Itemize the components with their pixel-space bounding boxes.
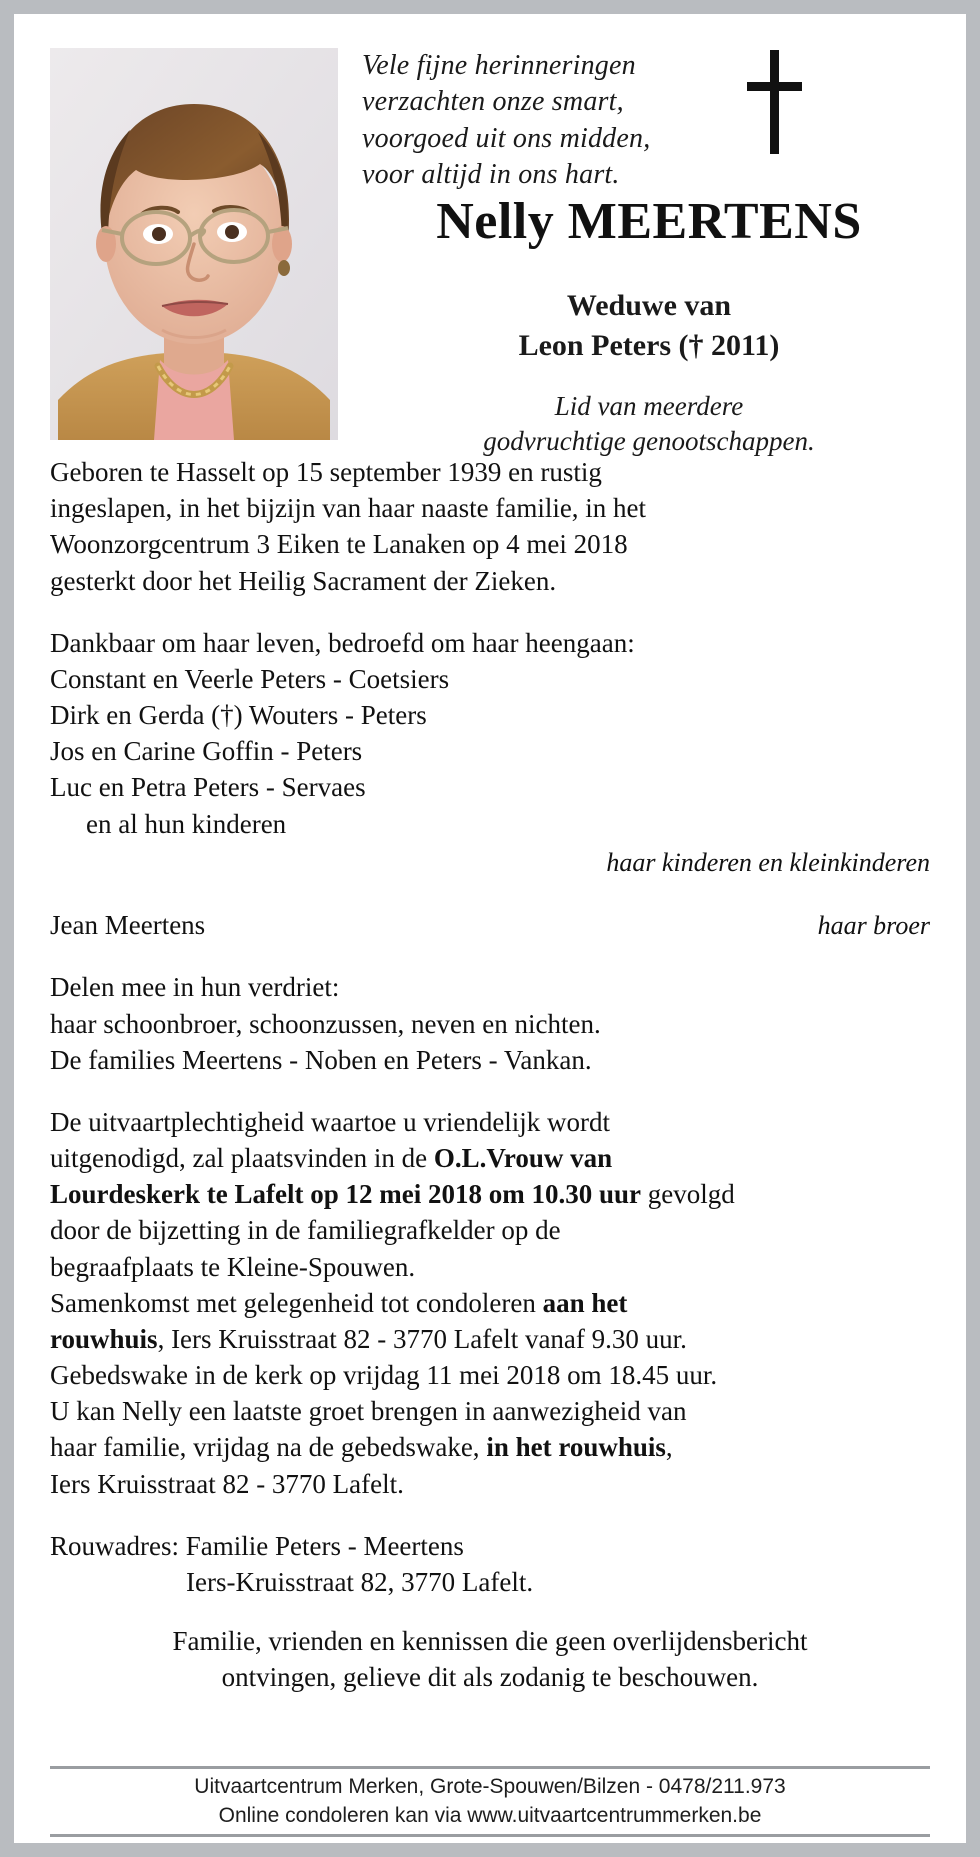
ceremony-line-3-text: gevolgd bbox=[640, 1179, 735, 1210]
brother-name: Jean Meertens bbox=[50, 909, 206, 940]
membership-note bbox=[344, 389, 954, 459]
funeral-home-info bbox=[50, 1773, 930, 1830]
footer-top-divider bbox=[50, 1766, 930, 1769]
funeral-home-line-1: Uitvaartcentrum Merken, Grote-Spouwen/Bilzen - 0478/211.973 bbox=[194, 1775, 786, 1799]
brother-relation: haar broer bbox=[817, 910, 930, 940]
widow-label: Weduwe van bbox=[566, 289, 732, 322]
closing-line-2: ontvingen, gelieve dit als zodanig te beschouwen. bbox=[221, 1661, 759, 1692]
condolences-line-1: Delen mee in hun verdriet: bbox=[50, 972, 340, 1003]
ceremony-line-7 bbox=[50, 1321, 930, 1357]
ceremony-line-8: Gebedswake in de kerk op vrijdag 11 mei 2018 om 18.45 uur. bbox=[50, 1360, 718, 1391]
family-member: Luc en Petra Peters - Servaes bbox=[50, 772, 366, 803]
verse-line-1: Vele fijne herinneringen bbox=[362, 50, 636, 81]
life-line-4: gesterkt door het Heilig Sacrament der Zieken. bbox=[50, 565, 557, 596]
family-member: Jos en Carine Goffin - Peters bbox=[50, 736, 363, 767]
family-attribution: haar kinderen en kleinkinderen bbox=[606, 847, 930, 877]
ceremony-line-1: De uitvaartplechtigheid waartoe u vriendelijk wordt bbox=[50, 1106, 611, 1137]
portrait-photo bbox=[50, 48, 338, 440]
ceremony-paragraph bbox=[50, 1104, 930, 1502]
closing-line-1: Familie, vrienden en kennissen die geen overlijdensbericht bbox=[172, 1626, 808, 1657]
life-line-3: Woonzorgcentrum 3 Eiken te Lanaken op 4 mei 2018 bbox=[50, 529, 628, 560]
card-body bbox=[14, 454, 966, 1695]
condolences-line-3: De families Meertens - Noben en Peters - Vankan. bbox=[50, 1044, 592, 1075]
memorial-card-inner bbox=[14, 14, 966, 1843]
mourning-address-block bbox=[50, 1528, 930, 1600]
widow-of-block bbox=[344, 286, 954, 365]
ceremony-line-2 bbox=[50, 1140, 930, 1176]
ceremony-line-10-text: haar familie, vrijdag na de gebedswake, bbox=[50, 1432, 487, 1463]
family-grandchildren-line: en al hun kinderen bbox=[86, 808, 287, 839]
ceremony-line-5: begraafplaats te Kleine-Spouwen. bbox=[50, 1251, 416, 1282]
family-member: Dirk en Gerda (†) Wouters - Peters bbox=[50, 700, 427, 731]
life-line-2: ingeslapen, in het bijzijn van haar naaste familie, in het bbox=[50, 493, 647, 524]
christian-cross-icon bbox=[739, 50, 809, 160]
card-header bbox=[14, 14, 966, 457]
life-line-1: Geboren te Hasselt op 15 september 1939 en rustig bbox=[50, 457, 602, 487]
ceremony-line-2-text: uitgenodigd, zal plaatsvinden in de bbox=[50, 1143, 434, 1174]
verse-line-4: voor altijd in ons hart. bbox=[362, 159, 620, 191]
ceremony-line-4: door de bijzetting in de familiegrafkelder op de bbox=[50, 1215, 561, 1246]
verse-line-2: verzachten onze smart, bbox=[362, 86, 624, 118]
ceremony-line-9: U kan Nelly een laatste groet brengen in aanwezigheid van bbox=[50, 1396, 687, 1427]
cross-horizontal-bar bbox=[747, 82, 802, 91]
ceremony-line-6 bbox=[50, 1285, 930, 1321]
mourning-address-line-2: Iers-Kruisstraat 82, 3770 Lafelt. bbox=[186, 1566, 534, 1597]
condolences-line-2: haar schoonbroer, schoonzussen, neven en nichten. bbox=[50, 1008, 601, 1039]
card-footer bbox=[14, 1766, 966, 1843]
family-paragraph bbox=[50, 625, 930, 881]
verse-line-3: voorgoed uit ons midden, bbox=[362, 122, 651, 154]
memorial-verse bbox=[362, 48, 692, 194]
gathering-place-part-2: rouwhuis bbox=[50, 1323, 158, 1354]
gathering-place-part-1: aan het bbox=[542, 1287, 628, 1318]
cross-vertical-bar bbox=[770, 50, 779, 154]
deceased-name: Nelly MEERTENS bbox=[436, 193, 862, 250]
church-name-part-1: O.L.Vrouw van bbox=[433, 1143, 613, 1174]
brother-row bbox=[50, 907, 930, 944]
footer-bottom-divider bbox=[50, 1834, 930, 1837]
membership-line-1: Lid van meerdere bbox=[554, 391, 744, 421]
church-date-time: Lourdeskerk te Lafelt op 12 mei 2018 om 10.30 uur bbox=[50, 1179, 641, 1210]
ceremony-line-7-text: , Iers Kruisstraat 82 - 3770 Lafelt vanaf 9.30 uur. bbox=[157, 1323, 687, 1354]
ceremony-line-11: Iers Kruisstraat 82 - 3770 Lafelt. bbox=[50, 1468, 404, 1499]
family-intro: Dankbaar om haar leven, bedroefd om haar heengaan: bbox=[50, 627, 635, 658]
condolences-paragraph bbox=[50, 969, 930, 1078]
ceremony-line-6-text: Samenkomst met gelegenheid tot condoleren bbox=[50, 1287, 543, 1318]
mourning-address-line-1: Rouwadres: Familie Peters - Meertens bbox=[50, 1530, 464, 1561]
ceremony-line-3 bbox=[50, 1176, 930, 1212]
family-member: Constant en Veerle Peters - Coetsiers bbox=[50, 663, 450, 694]
ceremony-line-10 bbox=[50, 1429, 930, 1465]
funeral-home-line-2: Online condoleren kan via www.uitvaartcentrummerken.be bbox=[218, 1803, 762, 1827]
viewing-place: in het rouwhuis bbox=[486, 1432, 666, 1463]
membership-line-2: godvruchtige genootschappen. bbox=[483, 426, 815, 457]
ceremony-line-10-suffix: , bbox=[665, 1432, 673, 1463]
life-paragraph bbox=[50, 454, 930, 599]
spouse-name: Leon Peters († 2011) bbox=[518, 328, 780, 362]
closing-note bbox=[50, 1624, 930, 1695]
